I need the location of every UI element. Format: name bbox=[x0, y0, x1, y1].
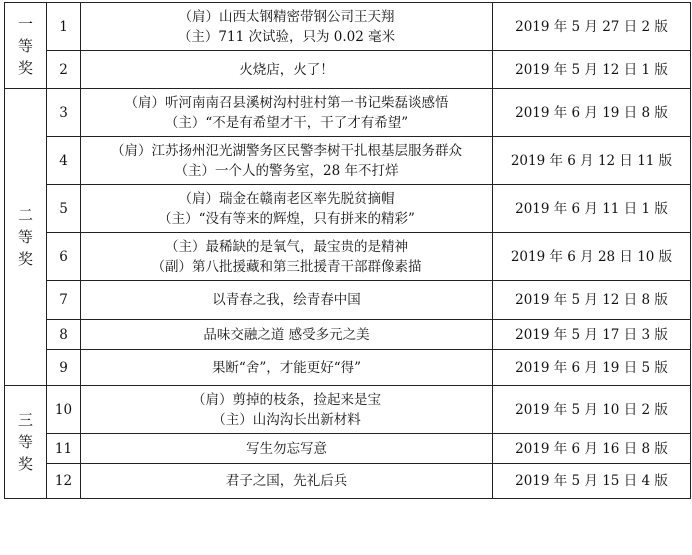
publication-date: 2019 年 5 月 12 日 1 版 bbox=[493, 51, 691, 89]
article-title-line: （主）最稀缺的是氧气，最宝贵的是精神 bbox=[165, 238, 408, 255]
row-number: 2 bbox=[47, 51, 81, 89]
article-title-line: （肩）听河南南召县溪树沟村驻村第一书记柴磊谈感悟 bbox=[124, 94, 449, 111]
publication-date: 2019 年 6 月 28 日 10 版 bbox=[493, 233, 691, 281]
article-title-cell bbox=[81, 434, 493, 464]
award-table bbox=[4, 2, 691, 499]
publication-date: 2019 年 5 月 27 日 2 版 bbox=[493, 3, 691, 51]
article-title-line: 火烧店，火了！ bbox=[239, 61, 334, 78]
table-row bbox=[5, 185, 691, 233]
article-title-cell bbox=[81, 89, 493, 137]
article-title-line: （主）711 次试验，只为 0.02 毫米 bbox=[177, 28, 396, 45]
row-number: 3 bbox=[47, 89, 81, 137]
row-number: 6 bbox=[47, 233, 81, 281]
award-tier-label: 一等奖 bbox=[17, 14, 33, 77]
row-number: 11 bbox=[47, 434, 81, 464]
table-body bbox=[5, 3, 691, 499]
row-number: 5 bbox=[47, 185, 81, 233]
award-tier-label: 二等奖 bbox=[17, 206, 33, 268]
article-title-line: （肩）江苏扬州氾光湖警务区民警李树干扎根基层服务群众 bbox=[111, 142, 462, 159]
article-title-cell bbox=[81, 386, 493, 434]
article-title-cell bbox=[81, 320, 493, 350]
award-tier-cell bbox=[5, 386, 47, 499]
article-title-line: （肩）剪掉的枝条，捡起来是宝 bbox=[192, 391, 381, 408]
row-number: 12 bbox=[47, 464, 81, 499]
article-title-line: （主）一个人的警务室，28 年不打烊 bbox=[174, 162, 399, 179]
table-row bbox=[5, 3, 691, 51]
award-tier-cell bbox=[5, 3, 47, 89]
article-title-cell bbox=[81, 281, 493, 320]
row-number: 9 bbox=[47, 350, 81, 386]
publication-date: 2019 年 6 月 19 日 8 版 bbox=[493, 89, 691, 137]
table-row bbox=[5, 233, 691, 281]
article-title-line: （副）第八批援藏和第三批援青干部群像素描 bbox=[151, 258, 422, 275]
award-tier-cell bbox=[5, 89, 47, 386]
publication-date: 2019 年 5 月 10 日 2 版 bbox=[493, 386, 691, 434]
publication-date: 2019 年 5 月 15 日 4 版 bbox=[493, 464, 691, 499]
table-row bbox=[5, 51, 691, 89]
article-title-line: （肩）山西太钢精密带钢公司王天翔 bbox=[178, 8, 395, 25]
award-tier-label: 三等奖 bbox=[17, 411, 33, 473]
publication-date: 2019 年 6 月 12 日 11 版 bbox=[493, 137, 691, 185]
article-title-line: 写生勿忘写意 bbox=[246, 440, 327, 457]
article-title-cell bbox=[81, 233, 493, 281]
row-number: 7 bbox=[47, 281, 81, 320]
publication-date: 2019 年 5 月 17 日 3 版 bbox=[493, 320, 691, 350]
article-title-cell bbox=[81, 464, 493, 499]
publication-date: 2019 年 6 月 19 日 5 版 bbox=[493, 350, 691, 386]
article-title-cell bbox=[81, 137, 493, 185]
publication-date: 2019 年 5 月 12 日 8 版 bbox=[493, 281, 691, 320]
row-number: 10 bbox=[47, 386, 81, 434]
article-title-line: 君子之国，先礼后兵 bbox=[225, 473, 348, 489]
article-title-cell bbox=[81, 185, 493, 233]
table-row bbox=[5, 386, 691, 434]
table-row bbox=[5, 464, 691, 499]
article-title-cell bbox=[81, 3, 493, 51]
article-title-line: （主）“不是有希望才干，干了才有希望” bbox=[164, 114, 409, 131]
table-row bbox=[5, 137, 691, 185]
table-row bbox=[5, 350, 691, 386]
row-number: 8 bbox=[47, 320, 81, 350]
article-title-line: （肩）瑞金在赣南老区率先脱贫摘帽 bbox=[178, 190, 395, 207]
article-title-line: 果断“舍”，才能更好“得” bbox=[211, 359, 362, 376]
row-number: 1 bbox=[47, 3, 81, 51]
article-title-cell bbox=[81, 51, 493, 89]
publication-date: 2019 年 6 月 11 日 1 版 bbox=[493, 185, 691, 233]
article-title-cell bbox=[81, 350, 493, 386]
article-title-line: 以青春之我，绘青春中国 bbox=[212, 292, 361, 308]
table-row bbox=[5, 89, 691, 137]
article-title-line: （主）“没有等来的辉煌，只有拼来的精彩” bbox=[158, 210, 415, 227]
table-row bbox=[5, 320, 691, 350]
row-number: 4 bbox=[47, 137, 81, 185]
article-title-line: （主）山沟沟长出新材料 bbox=[212, 411, 361, 428]
article-title-line: 品味交融之道 感受多元之美 bbox=[203, 326, 370, 343]
publication-date: 2019 年 6 月 16 日 8 版 bbox=[493, 434, 691, 464]
table-row bbox=[5, 434, 691, 464]
table-row bbox=[5, 281, 691, 320]
